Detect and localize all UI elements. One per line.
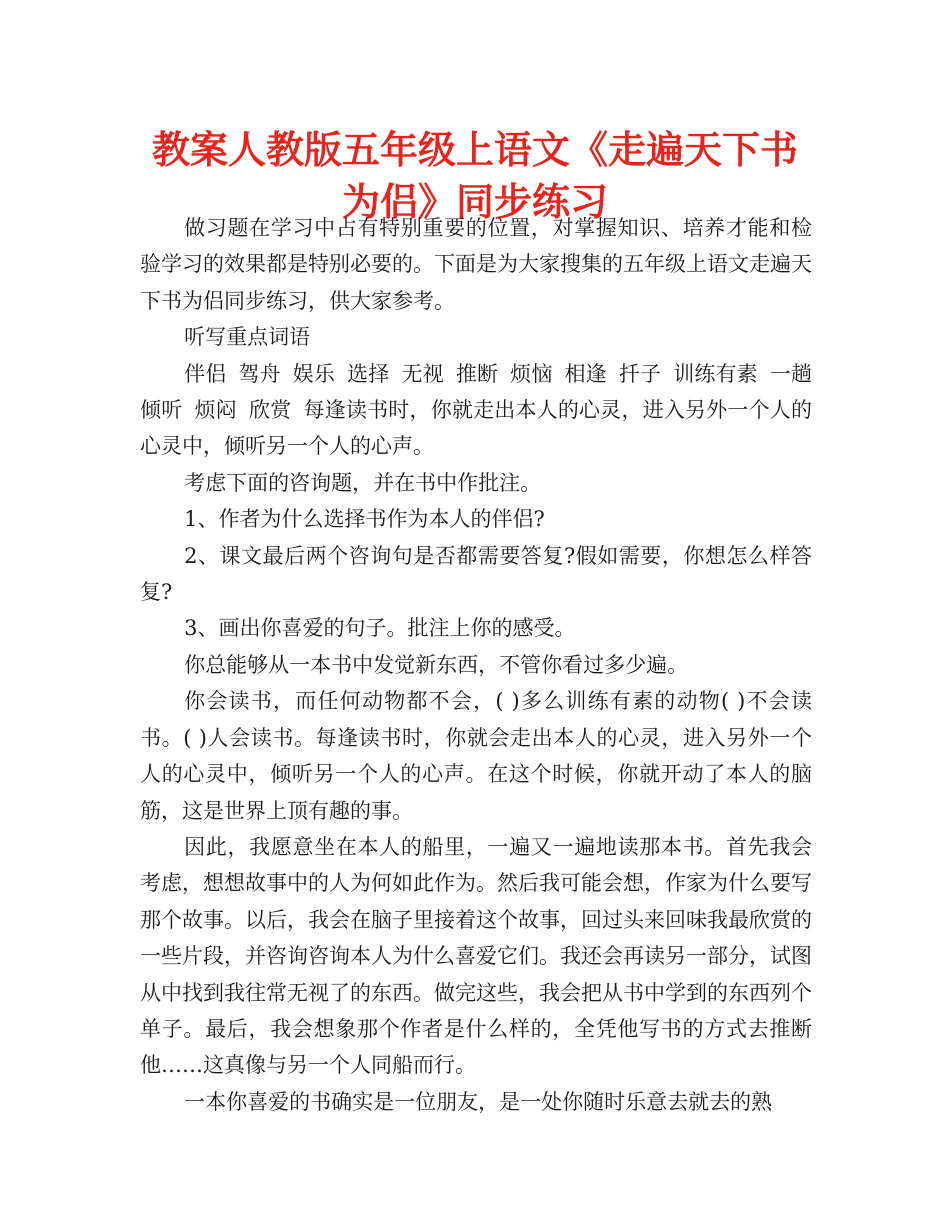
question-2: 2、课文最后两个咨询句是否都需要答复?假如需要，你想怎么样答复? xyxy=(140,543,812,605)
body-paragraph: 因此，我愿意坐在本人的船里，一遍又一遍地读那本书。首先我会考虑，想想故事中的人为何如此作为。然后我可能会想，作家为什么要写那个故事。以后，我会在脑子里接着这个故事，回过头来回味我最欣赏的一些片段，并咨询咨询本人为什么喜爱它们。我还会再读另一部分，试图从中找到我往常无视了的东西。做完这些，我会把从书中学到的东西列个单子。最后，我会想象那个作者是什么样的，全凭他写书的方式去推断他……这真像与另一个人同船而行。 xyxy=(140,834,812,1078)
document-body xyxy=(140,210,812,1120)
body-paragraph: 你会读书，而任何动物都不会，( )多么训练有素的动物( )不会读书。( )人会读书。每逢读书时，你就会走出本人的心灵，进入另外一个人的心灵中，倾听另一个人的心声。在这个时候，你就开动了本人的脑筋，这是世界上顶有趣的事。 xyxy=(140,689,812,823)
question-1: 1、作者为什么选择书作为本人的伴侣? xyxy=(184,507,545,532)
document-title: 教案人教版五年级上语文《走遍天下书为侣》同步练习 xyxy=(151,128,798,224)
intro-paragraph: 做习题在学习中占有特别重要的位置，对掌握知识、培养才能和检验学习的效果都是特别必要的。下面是为大家搜集的五年级上语文走遍天下书为侣同步练习，供大家参考。 xyxy=(140,216,812,313)
vocabulary-paragraph: 伴侣 驾舟 娱乐 选择 无视 推断 烦恼 相逢 扦子 训练有素 一趟 倾听 烦闷 欣赏 每逢读书时，你就走出本人的心灵，进入另外一个人的心灵中，倾听另一个人的心声。 xyxy=(140,361,812,459)
body-paragraph: 你总能够从一本书中发觉新东西，不管你看过多少遍。 xyxy=(184,652,689,677)
instruction-paragraph: 考虑下面的咨询题，并在书中作批注。 xyxy=(184,470,542,495)
section-heading-dictation: 听写重点词语 xyxy=(184,325,311,350)
question-3: 3、画出你喜爱的句子。批注上你的感受。 xyxy=(184,616,576,641)
body-paragraph: 一本你喜爱的书确实是一位朋友，是一处你随时乐意去就去的熟 xyxy=(184,1089,773,1114)
